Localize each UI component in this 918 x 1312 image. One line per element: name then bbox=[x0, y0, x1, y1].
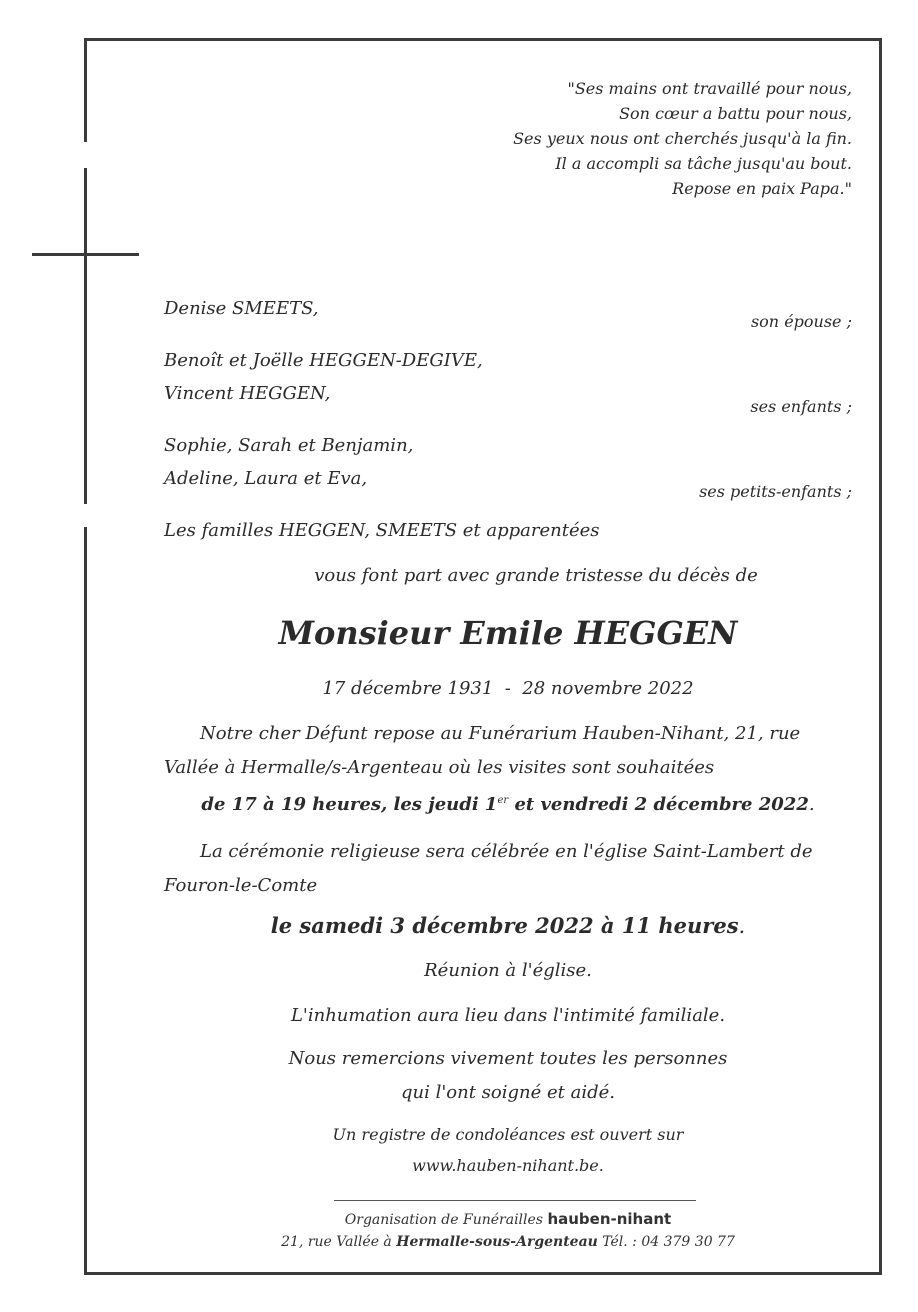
registry-link[interactable]: www.hauben-nihant.be. bbox=[412, 1156, 604, 1175]
quote-line: Son cœur a battu pour nous, bbox=[619, 104, 852, 123]
grandchildren-name-1: Sophie, Sarah et Benjamin, bbox=[164, 435, 414, 456]
funeral-address bbox=[164, 1234, 852, 1250]
org-label: Organisation de Funérailles bbox=[344, 1212, 543, 1228]
thanks-line-1: Nous remercions vivement toutes les personnes bbox=[288, 1048, 728, 1069]
spouse-name: Denise SMEETS, bbox=[164, 298, 319, 319]
frame-right-border bbox=[879, 38, 882, 1275]
deceased-name: Monsieur Emile HEGGEN bbox=[278, 614, 738, 652]
cross-vertical-middle bbox=[84, 168, 87, 504]
visitation-hours-a: de 17 à 19 heures, les jeudi 1 bbox=[201, 794, 498, 815]
visitation-hours-sup: er bbox=[497, 795, 509, 806]
visitation-hours-b: et vendredi 2 décembre 2022 bbox=[508, 794, 809, 815]
ceremony-date bbox=[164, 913, 852, 938]
ceremony-period: . bbox=[738, 914, 746, 938]
children-relation: ses enfants ; bbox=[750, 397, 852, 416]
funeral-organisation bbox=[164, 1210, 852, 1228]
frame-top-border bbox=[84, 38, 882, 41]
thanks-line-2: qui l'ont soigné et aidé. bbox=[401, 1082, 615, 1103]
ceremony-line-2: Fouron-le-Comte bbox=[164, 875, 318, 896]
address-town: Hermalle-sous-Argenteau bbox=[396, 1234, 598, 1250]
address-phone: Tél. : 04 379 30 77 bbox=[597, 1234, 735, 1250]
children-name-1: Benoît et Joëlle HEGGEN-DEGIVE, bbox=[164, 350, 483, 371]
cross-vertical-top bbox=[84, 38, 87, 142]
registry-line-1: Un registre de condoléances est ouvert sur bbox=[332, 1125, 684, 1144]
quote-line: "Ses mains ont travaillé pour nous, bbox=[567, 79, 852, 98]
quote-line: Il a accompli sa tâche jusqu'au bout. bbox=[555, 154, 852, 173]
quote-line: Repose en paix Papa." bbox=[672, 179, 852, 198]
ceremony-line-1: La cérémonie religieuse sera célébrée en l'église Saint-Lambert de bbox=[200, 841, 813, 862]
visitation-paragraph bbox=[164, 717, 852, 785]
extended-families: Les familles HEGGEN, SMEETS et apparentées bbox=[164, 520, 600, 541]
memorial-quote bbox=[513, 76, 852, 201]
life-dates: 17 décembre 1931 - 28 novembre 2022 bbox=[322, 678, 694, 699]
grandchildren-relation: ses petits-enfants ; bbox=[699, 482, 852, 501]
visitation-hours bbox=[164, 794, 852, 815]
visitation-line-2: Vallée à Hermalle/s-Argenteau où les visites sont souhaitées bbox=[164, 757, 715, 778]
burial-note: L'inhumation aura lieu dans l'intimité familiale. bbox=[290, 1005, 726, 1026]
quote-line: Ses yeux nous ont cherchés jusqu'à la fin. bbox=[513, 129, 852, 148]
spouse-relation: son épouse ; bbox=[750, 312, 852, 331]
grandchildren-name-2: Adeline, Laura et Eva, bbox=[164, 468, 368, 489]
meeting-note: Réunion à l'église. bbox=[424, 960, 592, 981]
announcement-intro: vous font part avec grande tristesse du décès de bbox=[314, 565, 758, 586]
brand-logo: hauben-nihant bbox=[547, 1210, 672, 1228]
ceremony-date-bold: le samedi 3 décembre 2022 à 11 heures bbox=[270, 913, 739, 938]
children-name-2: Vincent HEGGEN, bbox=[164, 383, 331, 404]
visitation-period: . bbox=[808, 794, 815, 815]
visitation-line-1: Notre cher Défunt repose au Funérarium Hauben-Nihant, 21, rue bbox=[200, 723, 801, 744]
cross-vertical-bottom bbox=[84, 527, 87, 1275]
footer-divider bbox=[334, 1200, 696, 1201]
frame-bottom-border bbox=[84, 1272, 882, 1275]
cross-horizontal-bar bbox=[32, 253, 139, 256]
address-street: 21, rue Vallée à bbox=[281, 1234, 397, 1250]
ceremony-paragraph bbox=[164, 835, 852, 903]
